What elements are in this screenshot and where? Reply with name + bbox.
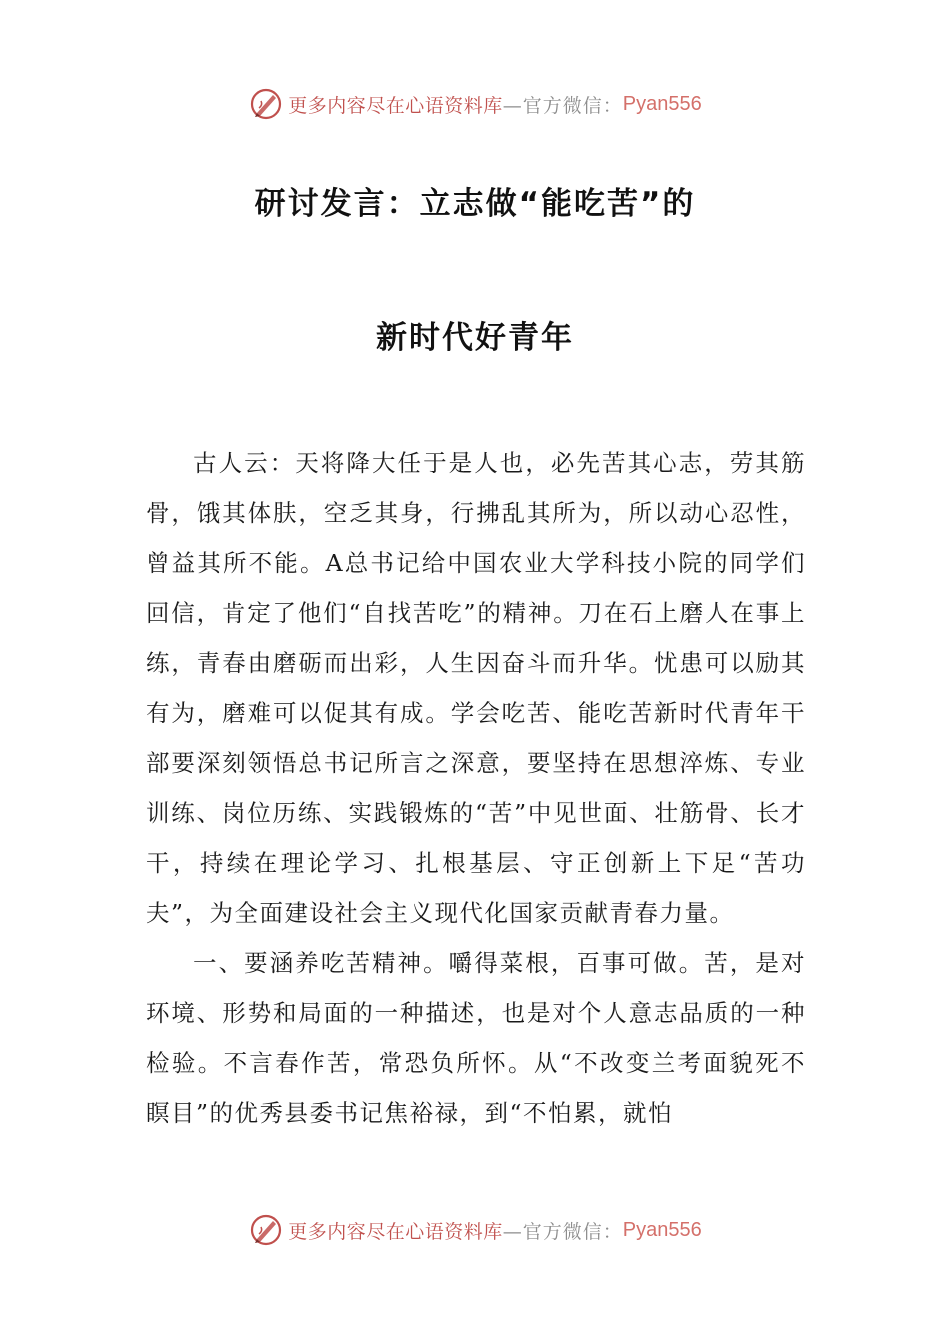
watermark-header: [0, 84, 950, 124]
paragraph-intro: 古人云：天将降大任于是人也，必先苦其心志，劳其筋骨，饿其体肤，空乏其身，行拂乱其所为，所以动心忍性，曾益其所不能。A总书记给中国农业大学科技小院的同学们回信，肯定了他们“自找苦吃”的精神。刀在石上磨人在事上练，青春由磨砺而出彩，人生因奋斗而升华。忧患可以励其有为，磨难可以促其有成。学会吃苦、能吃苦新时代青年干部要深刻领悟总书记所言之深意，要坚持在思想淬炼、专业训练、岗位历练、实践锻炼的“苦”中见世面、壮筋骨、长才干，持续在理论学习、扎根基层、守正创新上下足“苦功夫”，为全面建设社会主义现代化国家贡献青春力量。: [146, 449, 806, 927]
wechat-id: Pyan556: [622, 92, 702, 115]
paragraph-section-1: 一、要涵养吃苦精神。嚼得菜根，百事可做。苦，是对环境、形势和局面的一种描述，也是对个人意志品质的一种检验。不言春作苦，常恐负所怀。从“不改变兰考面貌死不瞑目”的优秀县委书记焦裕禄，到“不怕累，就怕: [146, 949, 806, 1127]
document-title-line-2: 新时代好青年: [376, 320, 574, 356]
watermark-label: —官方微信：: [502, 1220, 623, 1243]
pen-logo-icon: [248, 1212, 284, 1248]
wechat-id: Pyan556: [622, 1218, 702, 1241]
document-title-line-1: 研讨发言：立志做“能吃苦”的: [254, 186, 696, 222]
watermark-label: —官方微信：: [502, 94, 623, 117]
watermark-text: 更多内容尽在心语资料库: [288, 94, 503, 117]
document-body: [146, 438, 806, 1138]
watermark-text: 更多内容尽在心语资料库: [288, 1220, 503, 1243]
pen-logo-icon: [248, 86, 284, 122]
watermark-footer: [0, 1210, 950, 1250]
